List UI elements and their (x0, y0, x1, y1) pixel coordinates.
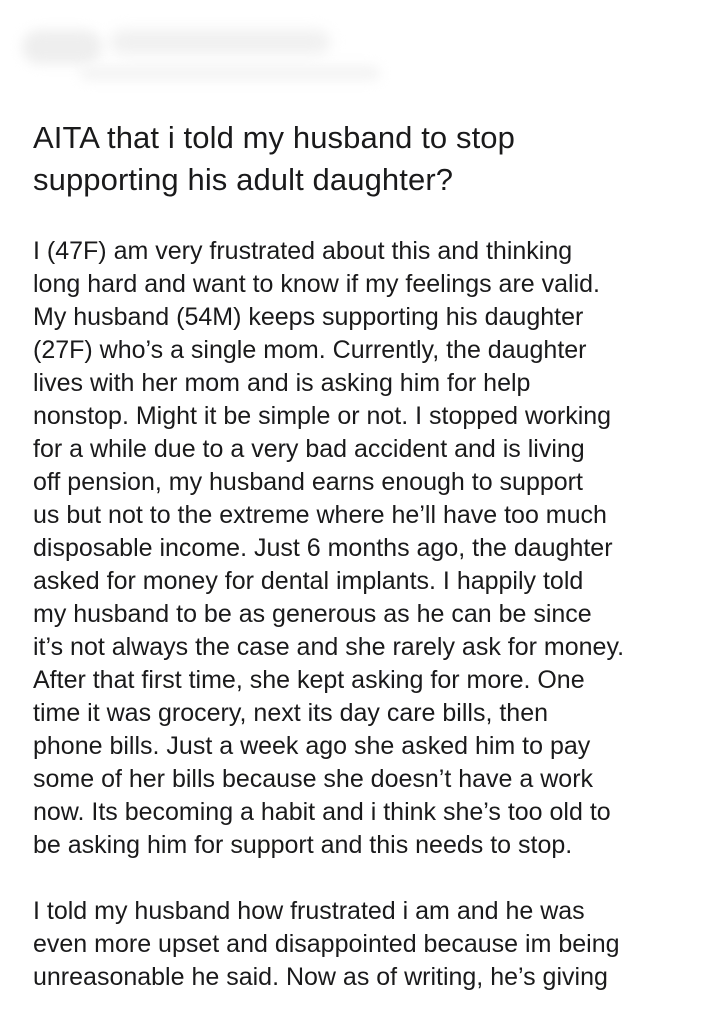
blurred-avatar (22, 30, 102, 64)
blurred-username (110, 30, 330, 54)
post-title: AITA that i told my husband to stop supporting his adult daughter? (33, 120, 515, 197)
blurred-post-meta (80, 66, 380, 80)
post-paragraph-1: I (47F) am very frustrated about this and thinking long hard and want to know if my feelings are valid. My husband (54M) keeps supporting his daughter (27F) who’s a single mom. Currently, the daughter lives with her mom and is asking him for help nonstop. Might it be simple or not. I stopped working for a while due to a very bad accident and is living off pension, my husband earns enough to support us but not to the extreme where he’ll have too much disposable income. Just 6 months ago, the daughter asked for money for dental implants. I happily told my husband to be as generous as he can be since it’s not always the case and she rarely ask for money. After that first time, she kept asking for more. One time it was grocery, next its day care bills, then phone bills. Just a week ago she asked him to pay some of her bills because she doesn’t have a work now. Its becoming a habit and i think she’s too old to be asking him for support and this needs to stop. (33, 237, 625, 859)
blurred-post-header (0, 0, 720, 100)
post-body (33, 235, 698, 1027)
post-paragraph-2: I told my husband how frustrated i am and he was even more upset and disappointed because im being unreasonable he said. Now as of writing, he’s giving (33, 897, 620, 991)
